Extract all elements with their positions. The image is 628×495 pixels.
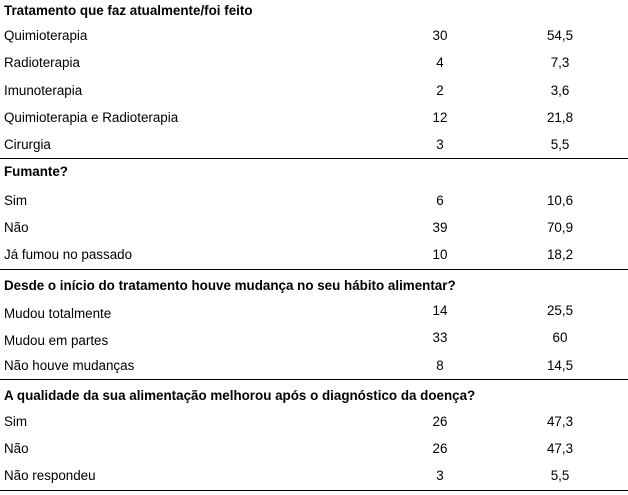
table-row	[0, 241, 628, 268]
row-percent: 25,5	[546, 303, 574, 318]
section-heading-text: Desde o início do tratamento houve mudança no seu hábito alimentar?	[4, 278, 456, 293]
row-percent: 47,3	[546, 441, 574, 456]
table-row	[0, 352, 628, 379]
section-heading-text: Tratamento que faz atualmente/foi feito	[4, 3, 253, 18]
row-count: 12	[432, 110, 448, 125]
row-count: 30	[432, 28, 448, 43]
section-divider	[0, 379, 628, 380]
row-count: 14	[432, 303, 448, 318]
row-label: Sim	[4, 414, 28, 429]
table-row	[0, 77, 628, 104]
table-row	[0, 327, 628, 354]
row-label: Não respondeu	[4, 468, 96, 483]
table-row	[0, 131, 628, 158]
row-count: 39	[432, 220, 448, 235]
table-row	[0, 104, 628, 131]
table-row	[0, 22, 628, 49]
row-label: Já fumou no passado	[4, 247, 133, 262]
table-row	[0, 49, 628, 76]
row-percent: 5,5	[550, 468, 570, 483]
row-count: 3	[436, 137, 444, 152]
row-percent: 60	[552, 330, 568, 345]
section-divider	[0, 269, 628, 270]
table-row	[0, 435, 628, 462]
row-percent: 47,3	[546, 414, 574, 429]
table-row	[0, 187, 628, 214]
row-label: Sim	[4, 193, 28, 208]
row-label: Não	[4, 441, 29, 456]
row-percent: 70,9	[546, 220, 574, 235]
row-label: Mudou em partes	[4, 333, 109, 348]
section-heading	[0, 272, 628, 299]
row-percent: 54,5	[546, 28, 574, 43]
row-count: 2	[436, 83, 444, 98]
row-label: Não houve mudanças	[4, 358, 135, 373]
row-label: Cirurgia	[4, 137, 51, 152]
row-label: Não	[4, 220, 29, 235]
row-count: 10	[432, 247, 448, 262]
table-row	[0, 214, 628, 241]
table-bottom-rule	[0, 490, 628, 491]
row-percent: 18,2	[546, 247, 574, 262]
row-percent: 3,6	[550, 83, 570, 98]
row-count: 3	[436, 468, 444, 483]
row-count: 26	[432, 414, 448, 429]
section-heading	[0, 382, 628, 409]
row-label: Radioterapia	[4, 55, 80, 70]
row-count: 33	[432, 330, 448, 345]
row-percent: 5,5	[550, 137, 570, 152]
row-percent: 21,8	[546, 110, 574, 125]
row-percent: 7,3	[550, 55, 570, 70]
section-heading-text: A qualidade da sua alimentação melhorou após o diagnóstico da doença?	[4, 388, 476, 403]
row-count: 8	[436, 358, 444, 373]
section-heading	[0, 158, 628, 185]
table-row	[0, 408, 628, 435]
row-count: 4	[436, 55, 444, 70]
table-row	[0, 462, 628, 489]
row-label: Mudou totalmente	[4, 306, 112, 321]
row-label: Quimioterapia e Radioterapia	[4, 110, 179, 125]
row-count: 26	[432, 441, 448, 456]
section-heading-text: Fumante?	[4, 164, 68, 179]
row-count: 6	[436, 193, 444, 208]
section-heading	[0, 0, 628, 24]
row-percent: 14,5	[546, 358, 574, 373]
table-row	[0, 300, 628, 327]
row-label: Imunoterapia	[4, 83, 83, 98]
row-percent: 10,6	[546, 193, 574, 208]
row-label: Quimioterapia	[4, 28, 88, 43]
